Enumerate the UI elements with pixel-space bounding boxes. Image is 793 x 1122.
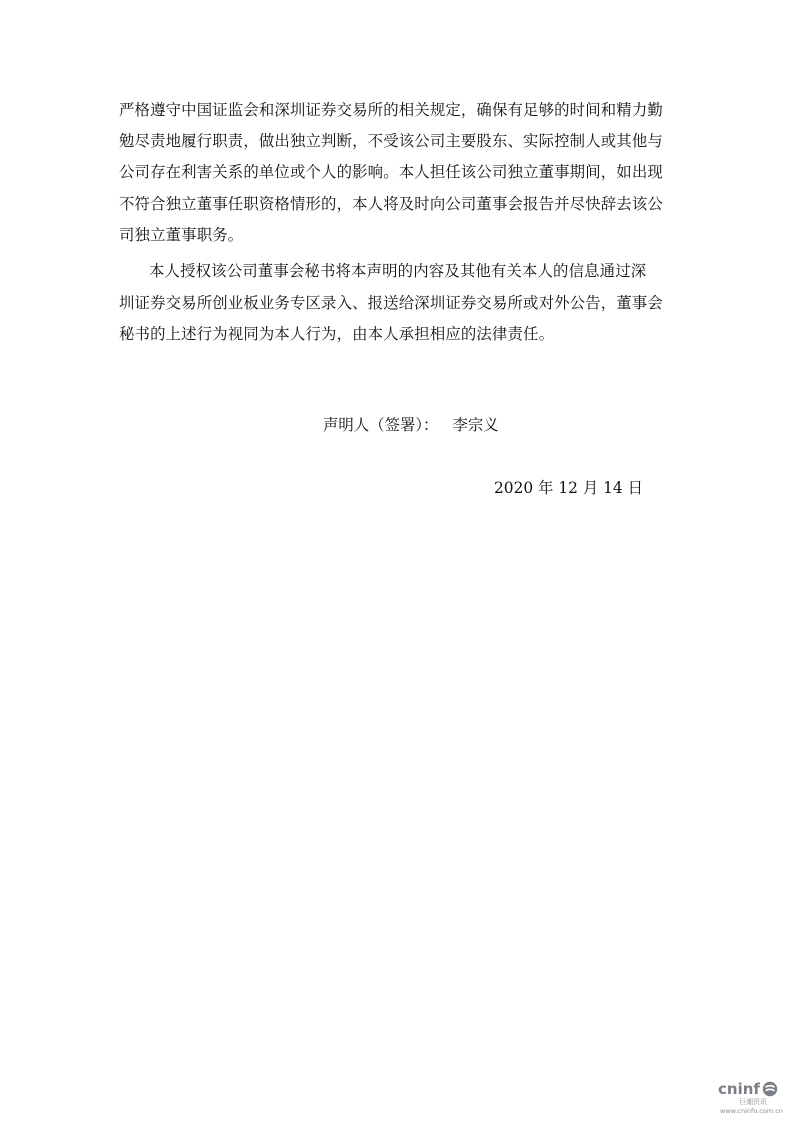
paragraph-1-line-4: 不符合独立董事任职资格情形的，本人将及时向公司董事会报告并尽快辞去该公 bbox=[119, 195, 663, 213]
signature-block bbox=[323, 413, 499, 435]
cninfo-watermark bbox=[718, 1080, 783, 1116]
watermark-brand: cninf bbox=[718, 1080, 760, 1098]
watermark-brand-cn: 巨潮资讯 bbox=[739, 1098, 767, 1106]
paragraph-1-line-1: 严格遵守中国证监会和深圳证券交易所的相关规定，确保有足够的时间和精力勤 bbox=[119, 101, 663, 119]
paragraph-2-line-2: 圳证券交易所创业板业务专区录入、报送给深圳证券交易所或对外公告，董事会 bbox=[119, 294, 663, 312]
signature-name: 李宗义 bbox=[452, 416, 499, 434]
document-date: 2020 年 12 月 14 日 bbox=[494, 479, 643, 497]
watermark-url: www.cninfo.com.cn bbox=[720, 1107, 783, 1115]
paragraph-2-line-3: 秘书的上述行为视同为本人行为，由本人承担相应的法律责任。 bbox=[119, 325, 555, 343]
cninfo-logo-icon bbox=[762, 1081, 778, 1097]
paragraph-1-line-5: 司独立董事职务。 bbox=[119, 226, 244, 244]
paragraph-2-line-1: 本人授权该公司董事会秘书将本声明的内容及其他有关本人的信息通过深 bbox=[149, 262, 647, 280]
paragraph-1-line-2: 勉尽责地履行职责，做出独立判断，不受该公司主要股东、实际控制人或其他与 bbox=[119, 132, 663, 150]
signature-label: 声明人（签署）： bbox=[323, 416, 439, 434]
paragraph-1-line-3: 公司存在利害关系的单位或个人的影响。本人担任该公司独立董事期间，如出现 bbox=[119, 163, 663, 181]
